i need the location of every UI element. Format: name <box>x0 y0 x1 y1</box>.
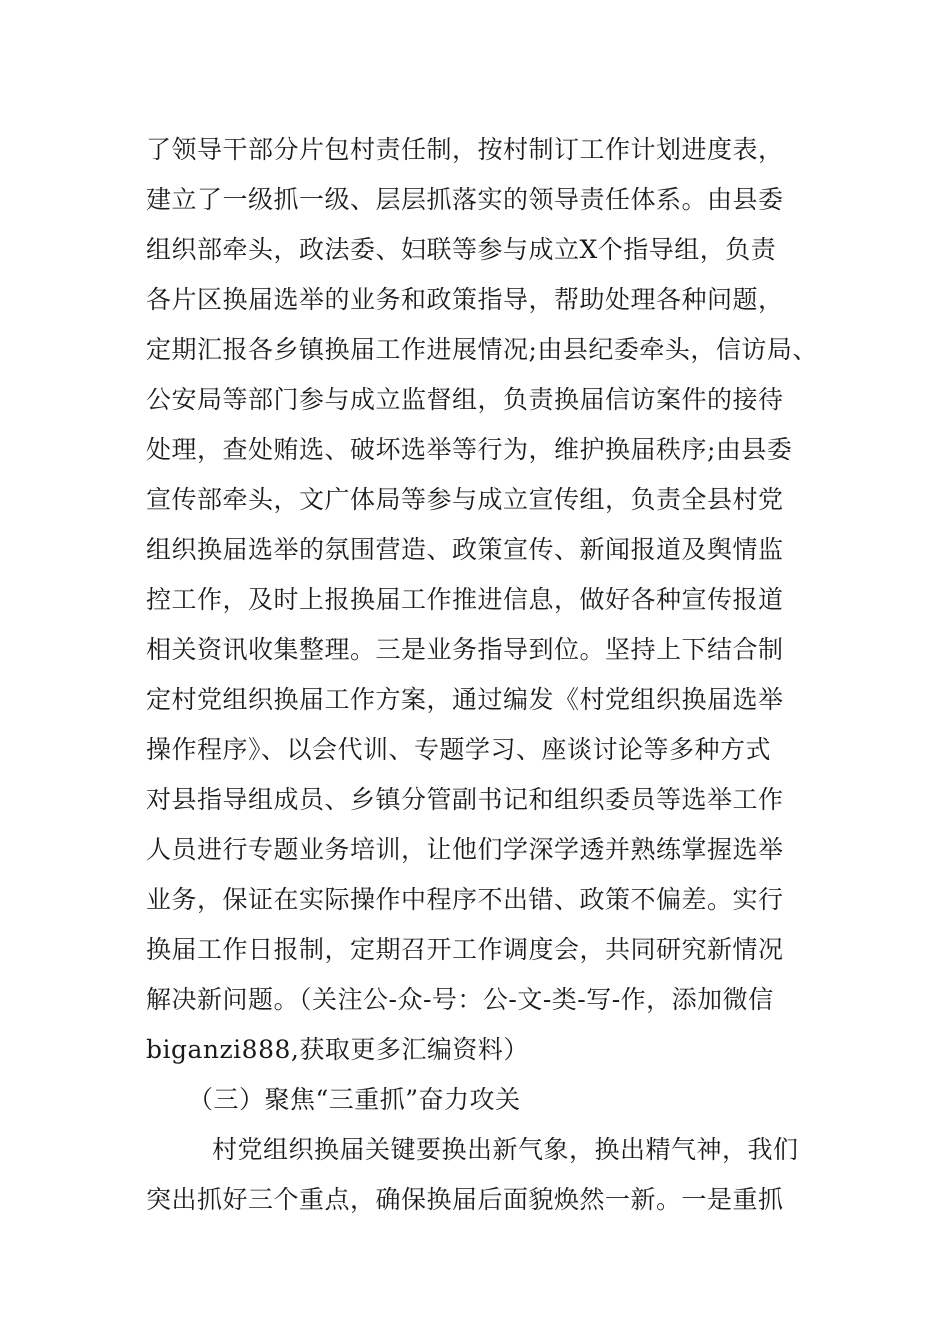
body-text-line: 突出抓好三个重点，确保换届后面貌焕然一新。一是重抓 <box>146 1185 784 1214</box>
body-text-line: 业务，保证在实际操作中程序不出错、政策不偏差。实行 <box>146 885 784 914</box>
section-heading: （三）聚焦“三重抓”奋力攻关 <box>188 1085 521 1114</box>
body-text-line: 换届工作日报制，定期召开工作调度会，共同研究新情况 <box>146 935 784 964</box>
body-text-line: 控工作，及时上报换届工作推进信息，做好各种宣传报道 <box>146 585 784 614</box>
body-text-line: 人员进行专题业务培训，让他们学深学透并熟练掌握选举 <box>146 835 784 864</box>
body-text-line: 公安局等部门参与成立监督组，负责换届信访案件的接待 <box>146 385 784 414</box>
body-text-line: 对县指导组成员、乡镇分管副书记和组织委员等选举工作 <box>146 785 784 814</box>
body-text-line: 操作程序》、以会代训、专题学习、座谈讨论等多种方式 <box>146 735 772 764</box>
body-text-line: 相关资讯收集整理。三是业务指导到位。坚持上下结合制 <box>146 635 784 664</box>
body-text-line: 宣传部牵头，文广体局等参与成立宣传组，负责全县村党 <box>146 485 784 514</box>
body-text-line: 解决新问题。（关注公-众-号：公-文-类-写-作，添加微信 <box>146 985 774 1014</box>
body-text-line: 处理，查处贿选、破坏选举等行为，维护换届秩序;由县委 <box>146 435 793 464</box>
body-text-line: 村党组织换届关键要换出新气象，换出精气神，我们 <box>212 1135 799 1164</box>
body-text-line: 定期汇报各乡镇换届工作进展情况;由县纪委牵头，信访局、 <box>146 335 818 364</box>
body-text-line: 定村党组织换届工作方案，通过编发《村党组织换届选举 <box>146 685 784 714</box>
body-text-line: 组织换届选举的氛围营造、政策宣传、新闻报道及舆情监 <box>146 535 784 564</box>
body-text-line: 建立了一级抓一级、层层抓落实的领导责任体系。由县委 <box>146 185 784 214</box>
body-text-line: 各片区换届选举的业务和政策指导，帮助处理各种问题， <box>146 285 784 314</box>
body-text-line: 组织部牵头，政法委、妇联等参与成立X个指导组，负责 <box>146 235 777 264</box>
body-text-line: biganzi888,获取更多汇编资料） <box>146 1035 529 1064</box>
body-text-line: 了领导干部分片包村责任制，按村制订工作计划进度表， <box>146 135 784 164</box>
